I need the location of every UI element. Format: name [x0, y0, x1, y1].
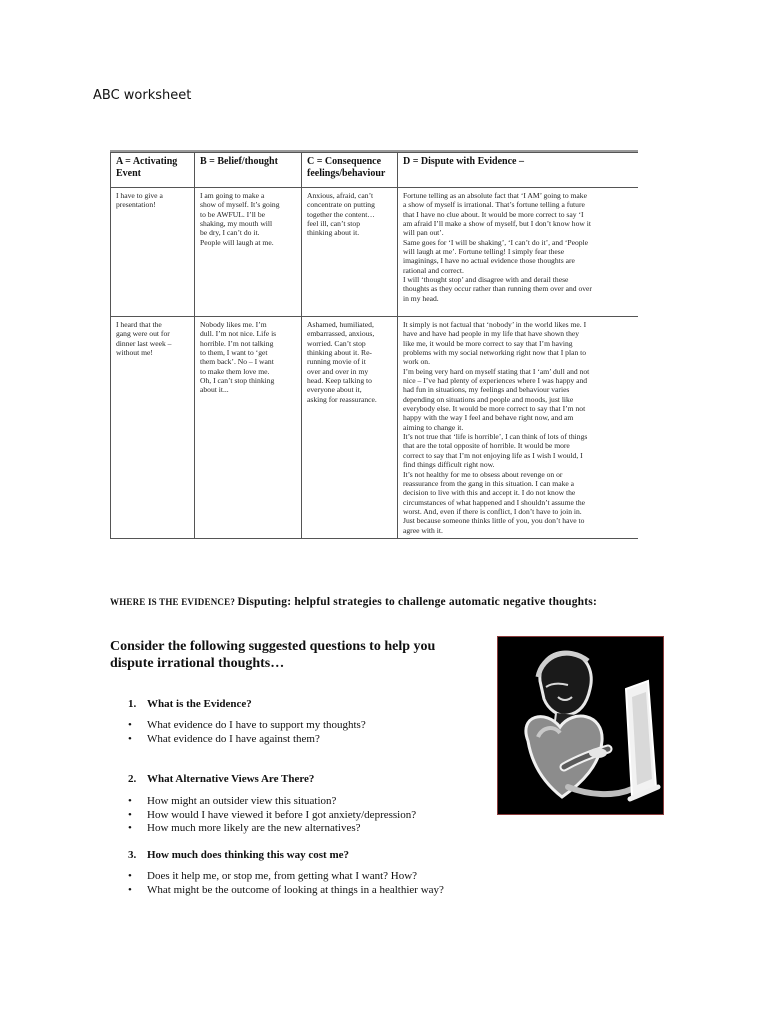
cell-line: will laugh at me’. Fortune telling! I simply fear these	[403, 247, 565, 257]
evidence-prefix: WHERE IS THE EVIDENCE?	[110, 597, 236, 607]
cell-line: to them, I want to ‘get	[200, 348, 268, 358]
cell-line: everybody else. It would be more correct to say that I’m not	[403, 404, 586, 414]
cell-line: horrible. I’m not talking	[200, 338, 274, 348]
disputing-heading: Disputing: helpful strategies to challenge automatic negative thoughts:	[237, 596, 597, 608]
cell-line: in my head.	[403, 293, 439, 303]
cell-line: presentation!	[116, 200, 156, 210]
cell-line: dinner last week –	[116, 338, 172, 348]
cell-line: nice – I’ve had plenty of experiences where I was happy and	[403, 376, 588, 386]
cell-line: be dry, I can’t do it.	[200, 228, 260, 238]
cell-line: Fortune telling as an absolute fact that ‘I AM’ going to make	[403, 191, 587, 200]
header-dispute: D = Dispute with Evidence –	[398, 153, 639, 188]
cell-line: about it...	[200, 385, 229, 395]
cell-line: a show of myself is irrational. That’s fortune telling a future	[403, 200, 585, 210]
cell-line: without me!	[116, 348, 153, 358]
cell-line: asking for reassurance.	[307, 394, 377, 404]
cell-line: feel ill, can’t stop	[307, 219, 361, 229]
cell-line: work on.	[403, 357, 430, 367]
cell-line: I heard that the	[116, 320, 162, 329]
cell-line: dull. I’m not nice. Life is	[200, 329, 277, 339]
person-at-computer-icon	[497, 636, 664, 815]
cell-line: I have to give a	[116, 191, 163, 200]
cell-line: decision to live with this and accept it. I do not know the	[403, 488, 576, 498]
cell-line: thoughts as they occur rather than running them over and over	[403, 284, 592, 294]
list-item: • How would I have viewed it before I got anxiety/depression?	[128, 809, 416, 823]
cell-line: concentrate on putting	[307, 200, 375, 210]
table-cell	[302, 188, 398, 317]
cell-line: that I have no clue about. It would be more correct to say ‘I	[403, 209, 584, 219]
cell-line: Same goes for ‘I will be shaking’, ‘I can’t do it’, and ‘People	[403, 237, 589, 247]
consider-heading	[110, 638, 480, 672]
cell-line: to make them love me.	[200, 366, 270, 376]
header-belief-thought: B = Belief/thought	[195, 153, 302, 188]
list-item: • Does it help me, or stop me, from getting what I want? How?	[128, 870, 444, 884]
cell-line: to be AWFUL. I’ll be	[200, 209, 265, 219]
table-header-row	[111, 153, 639, 188]
cell-line: agree with it.	[403, 525, 443, 535]
question-title: How much does thinking this way cost me?	[147, 849, 349, 861]
table-cell	[111, 188, 195, 317]
table-cell	[302, 317, 398, 539]
cell-line: gang were out for	[116, 329, 170, 339]
list-item: • How much more likely are the new alternatives?	[128, 822, 416, 836]
cell-line: problems with my social networking right now that I plan to	[403, 348, 587, 358]
cell-line: It’s not true that ‘life is horrible’, I can think of lots of things	[403, 432, 588, 442]
question-1-bullets	[128, 719, 366, 746]
cell-line: worst. And, even if there is conflict, I don’t have to join in.	[403, 506, 582, 516]
table-cell	[398, 317, 639, 539]
cell-line: thinking about it. Re-	[307, 348, 372, 358]
cell-line: over and over in my	[307, 366, 369, 376]
cell-line: I will ‘thought stop’ and disagree with and derail these	[403, 275, 569, 285]
question-number: 1.	[128, 698, 137, 710]
abc-table	[110, 152, 638, 539]
question-title: What Alternative Views Are There?	[147, 773, 315, 785]
cell-line: depending on situations and people and moods, just like	[403, 394, 574, 404]
cell-line: correct to say that I’m not enjoying life as I wish I would, I	[403, 450, 583, 460]
cell-line: them back’. No – I want	[200, 357, 274, 367]
cell-line: It simply is not factual that ‘nobody’ in the world likes me. I	[403, 320, 587, 329]
cell-line: find things difficult right now.	[403, 460, 495, 470]
table-row	[111, 188, 639, 317]
question-title: What is the Evidence?	[147, 698, 252, 710]
question-number: 2.	[128, 773, 137, 785]
cell-line: Just because someone thinks little of you, you don’t have to	[403, 516, 585, 526]
cell-line: together the content…	[307, 209, 375, 219]
table-cell	[195, 317, 302, 539]
list-item: • How might an outsider view this situation?	[128, 795, 416, 809]
question-heading-3	[128, 849, 349, 861]
cell-line: Oh, I can’t stop thinking	[200, 376, 275, 386]
table-row	[111, 317, 639, 539]
question-number: 3.	[128, 849, 137, 861]
cell-line: rational and correct.	[403, 265, 464, 275]
cell-line: everyone about it,	[307, 385, 362, 395]
cell-line: imaginings, I have no actual evidence those thoughts are	[403, 256, 575, 266]
cell-line: am afraid I’ll make a show of myself, but I don’t know how it	[403, 219, 591, 229]
cell-line: circumstances of what happened and I shouldn’t assume the	[403, 497, 586, 507]
cell-line: have and have had people in my life that have shown they	[403, 329, 580, 339]
header-consequence: C = Consequence feelings/behaviour	[302, 153, 398, 188]
header-activating-event: A = Activating Event	[111, 153, 195, 188]
cell-line: thinking about it.	[307, 228, 360, 238]
table-cell	[195, 188, 302, 317]
question-heading-2	[128, 773, 314, 785]
cell-line: worried. Can’t stop	[307, 338, 366, 348]
abc-table-container	[110, 150, 638, 554]
consider-line-2: dispute irrational thoughts…	[110, 656, 285, 671]
cell-line: that are the total opposite of horrible. It would be more	[403, 441, 570, 451]
cell-line: running movie of it	[307, 357, 366, 367]
table-cell	[398, 188, 639, 317]
cell-line: head. Keep talking to	[307, 376, 372, 386]
list-item: • What evidence do I have to support my thoughts?	[128, 719, 366, 733]
document-title: ABC worksheet	[93, 88, 192, 103]
cell-line: aiming to change it.	[403, 422, 464, 432]
cell-line: like me, it would be more correct to say that I’m having	[403, 338, 573, 348]
question-heading-1	[128, 698, 252, 710]
cell-line: Anxious, afraid, can’t	[307, 191, 374, 200]
list-item: • What might be the outcome of looking at things in a healthier way?	[128, 884, 444, 898]
question-3-bullets	[128, 870, 444, 897]
cell-line: I am going to make a	[200, 191, 265, 200]
cell-line: embarrassed, anxious,	[307, 329, 375, 339]
question-2-bullets	[128, 795, 416, 836]
cell-line: will pan out’.	[403, 228, 444, 238]
table-cell	[111, 317, 195, 539]
cell-line: I’m being very hard on myself stating that I ‘am’ dull and not	[403, 366, 590, 376]
cell-line: had fun in situations, my feelings and behaviour varies	[403, 385, 570, 395]
cell-line: shaking, my mouth will	[200, 219, 273, 229]
list-item: • What evidence do I have against them?	[128, 733, 366, 747]
evidence-heading	[110, 596, 597, 608]
cell-line: happy with the way I feel and behave right now, and am	[403, 413, 574, 423]
consider-line-1: Consider the following suggested questions to help you	[110, 639, 436, 654]
cell-line: People will laugh at me.	[200, 237, 274, 247]
cell-line: show of myself. It’s going	[200, 200, 280, 210]
cell-line: reassurance from the gang in this situation. I can make a	[403, 478, 575, 488]
cell-line: Nobody likes me. I’m	[200, 320, 267, 329]
cell-line: Ashamed, humiliated,	[307, 320, 374, 329]
cell-line: It’s not healthy for me to obsess about revenge on or	[403, 469, 563, 479]
